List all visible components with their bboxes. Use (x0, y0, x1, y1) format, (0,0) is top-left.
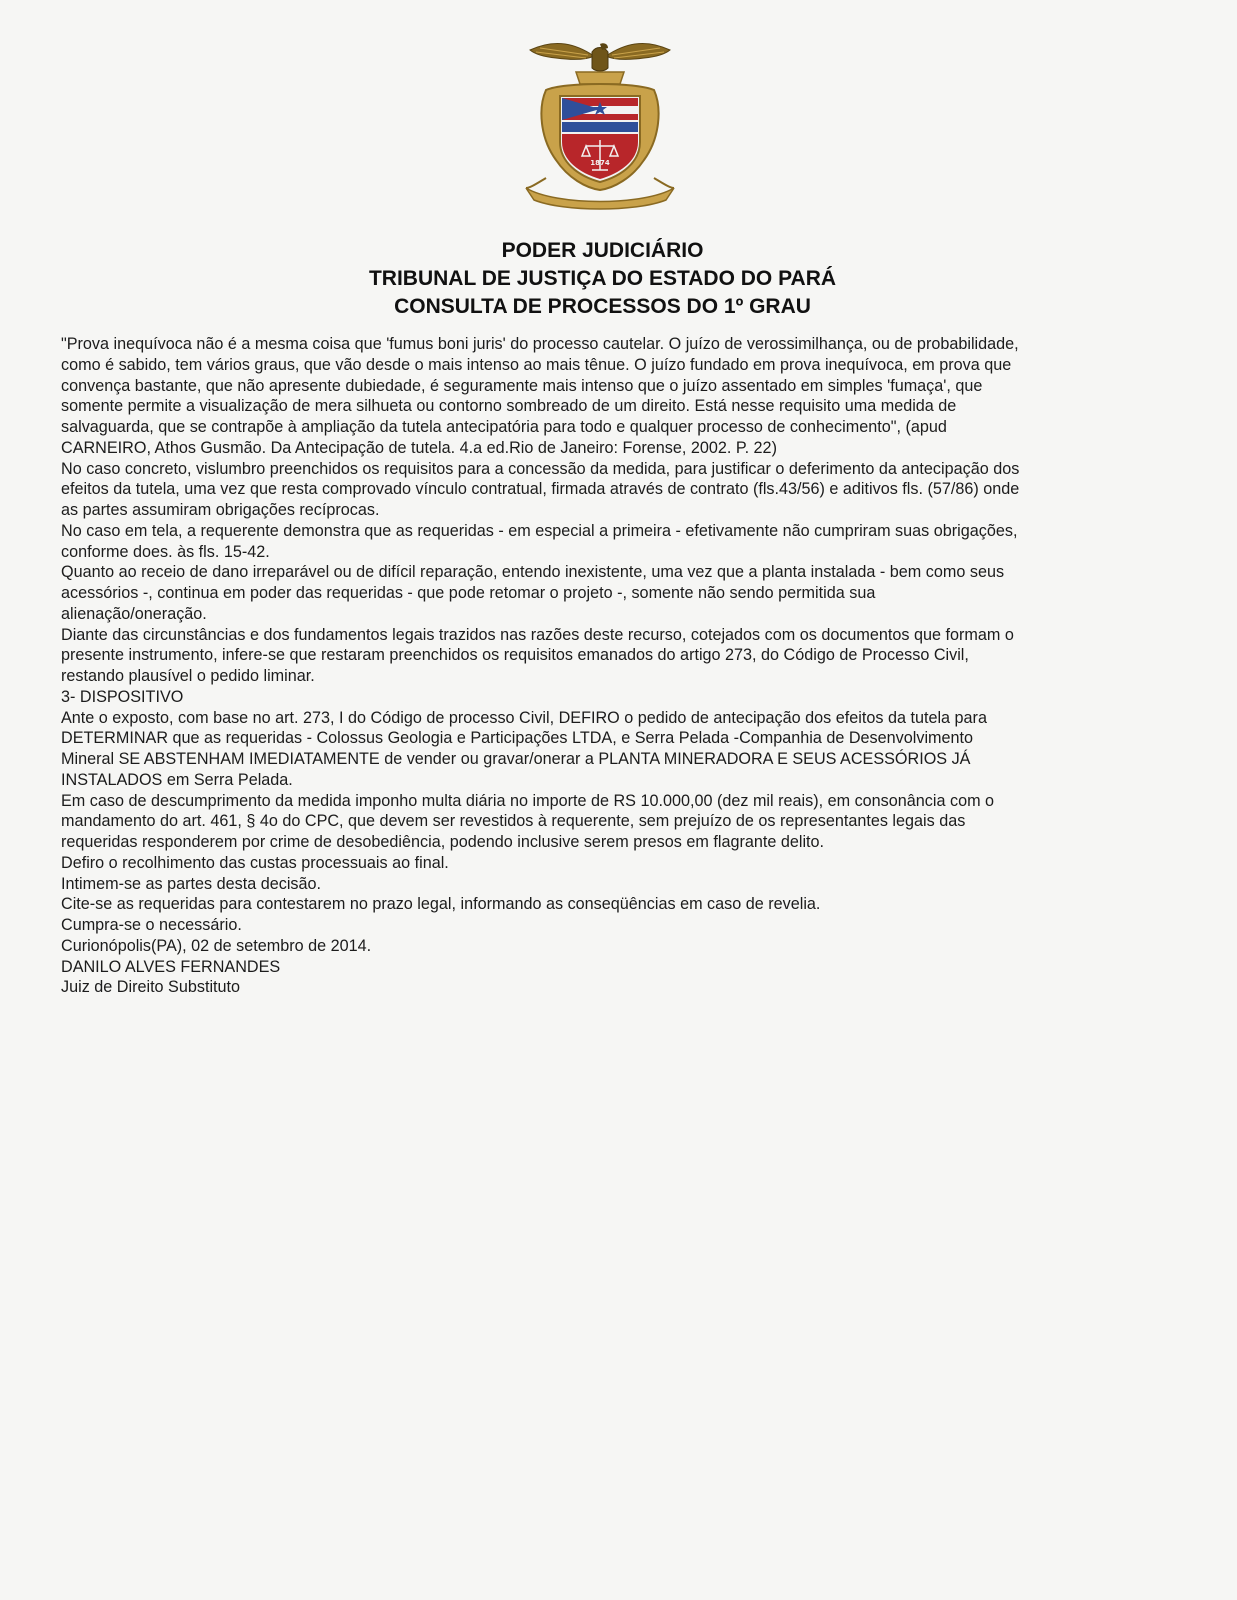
body-line: No caso concreto, vislumbro preenchidos os requisitos para a concessão da medida, para justificar o deferimento da antecipação dos (61, 459, 1020, 478)
body-line: Intimem-se as partes desta decisão. (61, 874, 322, 893)
body-line: Em caso de descumprimento da medida imponho multa diária no importe de RS 10.000,00 (dez mil reais), em consonância com o (61, 791, 995, 810)
body-line: efeitos da tutela, uma vez que resta comprovado vínculo contratual, firmada através de contrato (fls.43/56) e aditivos fls. (57/86) onde (61, 480, 1020, 499)
body-line: salvaguarda, que se contrapõe à ampliação da tutela antecipatória para todo e qualquer processo de conhecimento", (apud (61, 418, 947, 436)
body-line: CARNEIRO, Athos Gusmão. Da Antecipação de tutela. 4.a ed.Rio de Janeiro: Forense, 2002. P. 22) (61, 438, 777, 457)
body-line: 3- DISPOSITIVO (61, 687, 184, 706)
body-line: "Prova inequívoca não é a mesma coisa que 'fumus boni juris' do processo cautelar. O juízo de verossimilhança, ou de probabilidade, (61, 335, 1019, 353)
body-line: Cumpra-se o necessário. (61, 916, 242, 934)
body-line: convença bastante, que não apresente dubiedade, é seguramente mais intenso que o juízo assentado em simples 'fumaça', que (61, 376, 983, 395)
body-line: Ante o exposto, com base no art. 273, I do Código de processo Civil, DEFIRO o pedido de antecipação dos efeitos da tutela para (61, 708, 987, 727)
body-line: presente instrumento, infere-se que restaram preenchidos os requisitos emanados do artigo 273, do Código de Processo Civil, (61, 646, 969, 665)
decision-body-text (61, 334, 1171, 998)
body-line: Quanto ao receio de dano irreparável ou de difícil reparação, entendo inexistente, uma vez que a planta instalada - bem como seus (61, 563, 1005, 582)
body-line: mandamento do art. 461, § 4o do CPC, que devem ser revestidos à requerente, sem prejuízo de os representantes legais das (61, 812, 966, 831)
body-line: Diante das circunstâncias e dos fundamentos legais trazidos nas razões deste recurso, cotejados com os documentos que formam o (61, 625, 1014, 644)
coat-of-arms-emblem (516, 38, 684, 213)
body-line: INSTALADOS em Serra Pelada. (61, 770, 293, 789)
body-line: DANILO ALVES FERNANDES (61, 957, 281, 976)
header-line-consulta: CONSULTA DE PROCESSOS DO 1º GRAU (394, 295, 811, 318)
body-line: restando plausível o pedido liminar. (61, 667, 315, 685)
body-line: somente permite a visualização de mera silhueta ou contorno sombreado de um direito. Está nesse requisito uma medida de (61, 397, 957, 416)
body-line: Cite-se as requeridas para contestarem no prazo legal, informando as conseqüências em caso de revelia. (61, 895, 821, 914)
body-line: conforme does. às fls. 15-42. (61, 542, 270, 561)
body-line: as partes assumiram obrigações recíprocas. (61, 501, 380, 519)
crest-year-label: 1874 (590, 159, 610, 167)
body-line: Juiz de Direito Substituto (61, 978, 241, 997)
body-line: Curionópolis(PA), 02 de setembro de 2014. (61, 936, 372, 955)
body-line: No caso em tela, a requerente demonstra que as requeridas - em especial a primeira - efetivamente não cumpriram suas obrigações, (61, 521, 1018, 540)
eagle-icon (530, 43, 670, 71)
body-line: DETERMINAR que as requeridas - Colossus Geologia e Participações LTDA, e Serra Pelada -Companhia de Desenvolvimento (61, 729, 974, 748)
header-line-tribunal: TRIBUNAL DE JUSTIÇA DO ESTADO DO PARÁ (368, 267, 837, 290)
header-line-poder-judiciario: PODER JUDICIÁRIO (501, 239, 704, 262)
body-line: acessórios -, continua em poder das requeridas - que pode retomar o projeto -, somente não sendo permitida sua (61, 584, 876, 602)
body-line: alienação/oneração. (61, 604, 207, 623)
body-line: Defiro o recolhimento das custas processuais ao final. (61, 853, 449, 872)
body-line: requeridas responderem por crime de desobediência, podendo inclusive serem presos em flagrante delito. (61, 833, 825, 851)
document-header (0, 237, 1205, 321)
body-line: como é sabido, tem vários graus, que vão desde o mais intenso ao mais tênue. O juízo fundado em prova inequívoca, em prova que (61, 355, 1012, 374)
body-line: Mineral SE ABSTENHAM IMEDIATAMENTE de vender ou gravar/onerar a PLANTA MINERADORA E SEUS ACESSÓRIOS JÁ (61, 750, 971, 768)
